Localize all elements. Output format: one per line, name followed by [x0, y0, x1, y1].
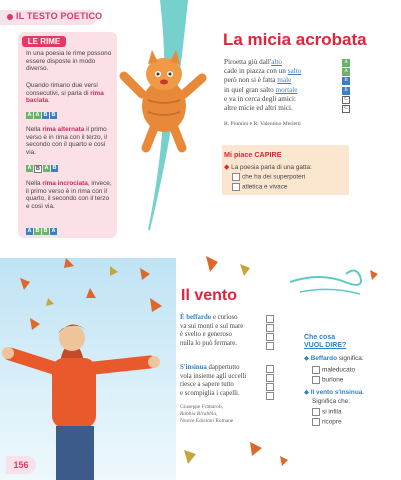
poem-line: in quel gran salto mortale B: [224, 86, 350, 95]
boy-in-wind-photo: [0, 258, 176, 480]
vocab-option[interactable]: ricopre: [312, 418, 342, 427]
diamond-bullet-icon: ◆: [304, 389, 309, 396]
scheme-badge: A: [27, 228, 32, 234]
vocab-option[interactable]: si infila: [312, 408, 342, 417]
poem-credits: [180, 404, 270, 425]
diamond-bullet-icon: ◆: [224, 164, 230, 171]
section-header: IL TESTO POETICO: [16, 11, 103, 21]
poem-line: e va in cerca degli amici: C: [224, 95, 350, 104]
scheme-badge: A: [35, 112, 40, 118]
poem-body: [224, 58, 350, 113]
poem-line: è svelto e generoso: [180, 331, 232, 339]
leaf-icon: [200, 250, 260, 280]
scheme-badge: A: [27, 165, 32, 171]
scheme-answer-box[interactable]: [266, 315, 274, 323]
credit-line: Nuove Edizioni Romane: [180, 418, 234, 424]
checkbox[interactable]: [312, 366, 320, 374]
vocab-question: ◆ Beffardo significa:: [304, 355, 364, 362]
rima-incrociata-text: Nella rima incrociata, invece, il primo verso è in rima con il quarto, il secondo con il terzo e così via.: [26, 180, 112, 210]
rima-alternata-text: Nella rima alternata il primo verso è in rima con il terzo, il secondo con il quarto e così via.: [26, 126, 107, 156]
capire-option[interactable]: atletica e vivace: [232, 183, 287, 191]
vocab-subquestion: Significa che:: [312, 398, 351, 405]
scheme-answer-box[interactable]: [266, 324, 274, 332]
rima-incrociata-scheme: [26, 228, 58, 246]
rime-tag: LE RIME: [22, 36, 66, 47]
page-number: 156: [6, 456, 36, 474]
vocab-option[interactable]: maleducato: [312, 366, 355, 375]
wind-swirl-icon: [290, 262, 390, 302]
checkbox[interactable]: [312, 418, 320, 426]
rima-baciata-text: Quando rimano due versi consecutivi, si parla di rima baciata.: [26, 82, 104, 105]
leaf-icon: [180, 432, 300, 472]
checkbox[interactable]: [232, 183, 240, 191]
cat-illustration: [118, 44, 210, 154]
credit-line: Rabbia Birabbia,: [180, 411, 218, 417]
poem-line: cade in piazza con un salto A: [224, 67, 350, 76]
scheme-box: B: [342, 77, 350, 85]
checkbox[interactable]: [312, 376, 320, 384]
poem-stanza: [180, 364, 272, 398]
scheme-badge: B: [52, 165, 57, 171]
vuol-dire-title: Che cosa VUOL DIRE?: [304, 334, 347, 349]
poem-credits: R. Piumini e R. Valentino Merletti: [224, 121, 301, 127]
poem-line: riesce a sapere tutto: [180, 381, 234, 389]
poem-line: vola insieme agli uccelli: [180, 372, 247, 380]
scheme-answer-box[interactable]: [266, 374, 274, 382]
capire-option[interactable]: che ha dei superpoteri: [232, 173, 305, 181]
poem-title: La micia acrobata: [223, 30, 367, 49]
poem-line: Piroetta giù dall'alto A: [224, 58, 350, 67]
scheme-badge: A: [44, 165, 49, 171]
scheme-box: A: [342, 68, 350, 76]
scheme-answer-box[interactable]: [266, 365, 274, 373]
capire-title: Mi piace CAPIRE: [224, 150, 282, 159]
scheme-badge: A: [51, 228, 56, 234]
checkbox[interactable]: [312, 408, 320, 416]
scheme-badge: B: [34, 165, 42, 173]
checkbox[interactable]: [232, 173, 240, 181]
poem-stanza: [180, 314, 272, 348]
credit-line: Giuseppe Frattaroli,: [180, 404, 224, 410]
poem-line: È beffardo e curioso: [180, 314, 238, 321]
vocab-question: ◆ Il vento s'insinua.: [304, 389, 365, 396]
scheme-answer-box[interactable]: [266, 392, 274, 400]
scheme-box: C: [342, 105, 350, 113]
poem-line: va sui monti e sul mare: [180, 322, 244, 330]
capire-question: ◆ La poesia parla di una gatta:: [224, 164, 312, 171]
vocab-option[interactable]: burlone: [312, 376, 343, 385]
diamond-bullet-icon: ◆: [304, 355, 309, 362]
scheme-badge: A: [27, 112, 32, 118]
scheme-answer-box[interactable]: [266, 342, 274, 350]
scheme-answer-box[interactable]: [266, 383, 274, 391]
scheme-box: B: [342, 87, 350, 95]
scheme-box: C: [342, 96, 350, 104]
rime-intro: In una poesia le rime possono essere disposte in modo diverso.: [26, 50, 112, 73]
poem-line: S'insinua dappertutto: [180, 364, 240, 371]
scheme-badge: B: [43, 228, 48, 234]
poem-line: altre micie ed altri mici. C: [224, 104, 350, 113]
scheme-box: A: [342, 59, 350, 67]
scheme-badge: B: [43, 112, 48, 118]
scheme-badge: B: [35, 228, 40, 234]
scheme-answer-box[interactable]: [266, 333, 274, 341]
poem-title: Il vento: [181, 287, 238, 304]
poem-line: e scompiglia i capelli.: [180, 389, 240, 397]
scheme-badge: B: [51, 112, 56, 118]
poem-line: però non si è fatta male B: [224, 76, 350, 85]
poem-line: nulla lo può fermare.: [180, 339, 237, 347]
